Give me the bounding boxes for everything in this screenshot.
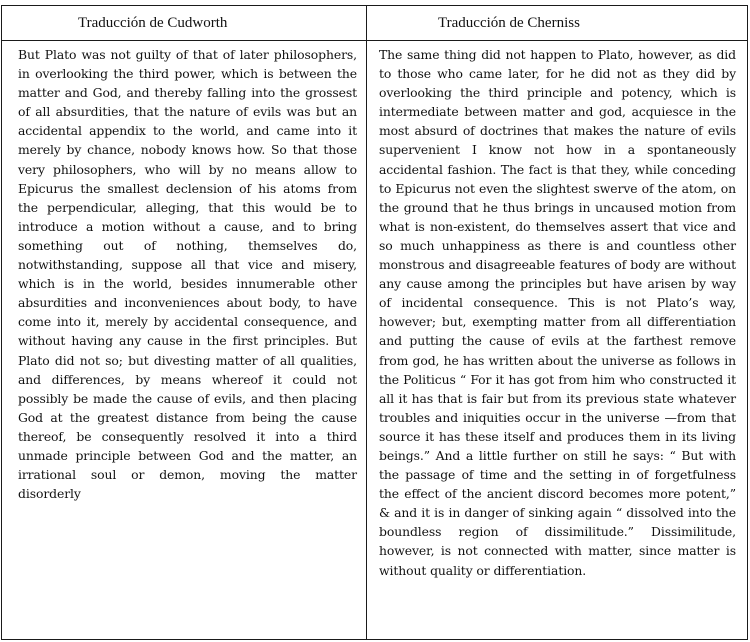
cudworth-header-cell bbox=[2, 6, 367, 41]
body-row bbox=[2, 41, 748, 640]
cherniss-cell bbox=[367, 41, 748, 640]
cherniss-header-cell bbox=[367, 6, 748, 41]
cherniss-header: Traducción de Cherniss bbox=[438, 15, 580, 31]
translation-comparison-table bbox=[1, 5, 748, 640]
cherniss-translation-text: The same thing did not happen to Plato, however, as did to those who came later, for he did not as they did by overlooking the third principle and potency, which is intermediate between matter and god, acquiesce in the most absurd of doctrines that makes the nature of evils supervenient I know not how in a spontaneously accidental fashion. The fact is that they, while conceding to Epicurus not even the slightest swerve of the atom, on the ground that he thus brings in uncaused motion from what is non-existent, do themselves assert that vice and so much unhappiness as there is and countless other monstrous and disagreeable features of body are without any cause among the principles but have arisen by way of incidental consequence. This is not Plato’s way, however; but, exempting matter from all differentiation and putting the cause of evils at the farthest remove from god, he has written about the universe as follows in the Politicus “ For it has got from him who constructed it all it has that is fair but from its previous state whatever troubles and iniquities occur in the universe —from that source it has these itself and produces them in its living beings.” And a little further on still he says: “ But with the passage of time and the setting in of forgetfulness the effect of the ancient discord becomes more potent,” & and it is in danger of sinking again “ dissolved into the boundless region of dissimilitude.” Dissimilitude, however, is not connected with matter, since matter is without quality or differentiation. bbox=[379, 47, 736, 578]
cudworth-header: Traducción de Cudworth bbox=[78, 15, 228, 31]
cudworth-cell bbox=[2, 41, 367, 640]
cudworth-translation-text: But Plato was not guilty of that of later philosophers, in overlooking the third power, which is between the matter and God, and thereby falling into the grossest of all absurdities, that the nature of evils was but an accidental appendix to the world, and came into it merely by chance, nobody knows how. So that those very philosophers, who will by no means allow to Epicurus the smallest declension of his atoms from the perpendicular, alleging, that this would be to introduce a motion without a cause, and to bring something out of nothing, themselves do, notwithstanding, suppose all that vice and misery, which is in the world, besides innumerable other absurdities and inconveniences about body, to have come into it, merely by accidental consequence, and without having any cause in the first principles. But Plato did not so; but divesting matter of all qualities, and differences, by means whereof it could not possibly be made the cause of evils, and then placing God at the greatest distance from being the cause thereof, be consequently resolved it into a third unmade principle between God and the matter, an irrational soul or demon, moving the matter disorderly bbox=[18, 47, 357, 502]
header-row bbox=[2, 6, 748, 41]
